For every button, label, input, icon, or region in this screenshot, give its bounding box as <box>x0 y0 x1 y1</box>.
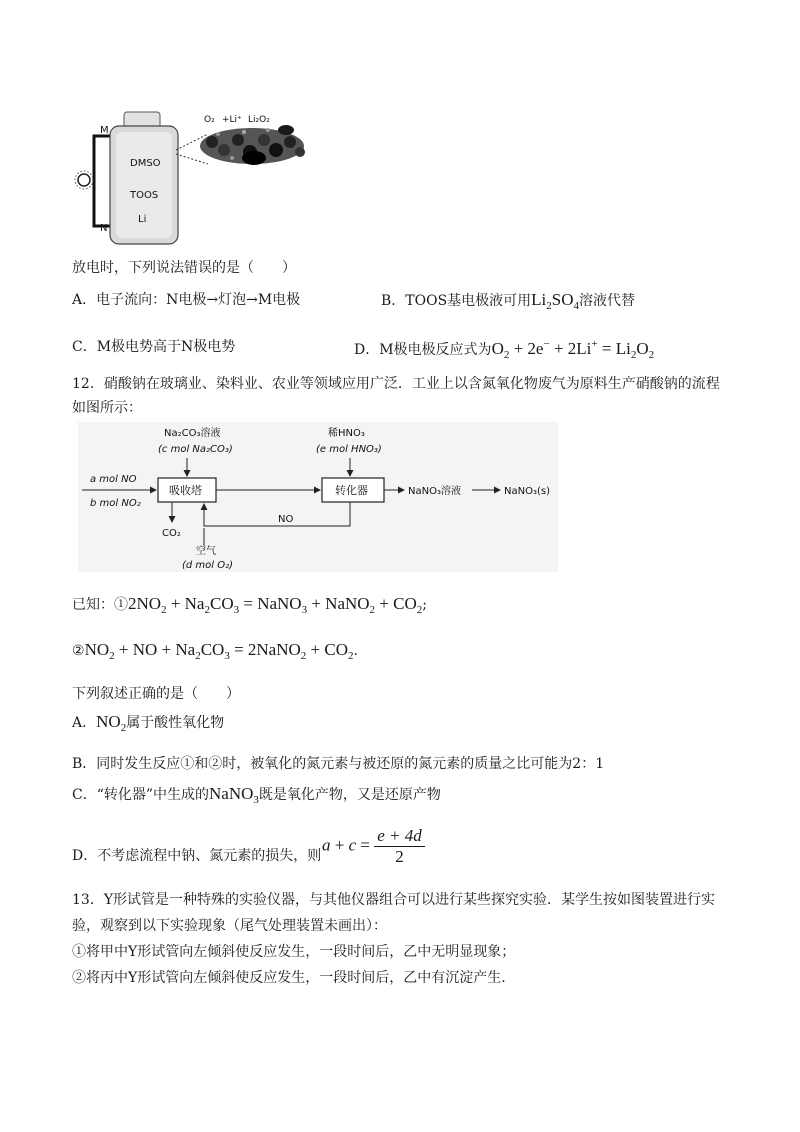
flow-hno3: 稀HNO₃ <box>328 428 365 439</box>
reaction-1: $2NO_2 + Na_2CO_3$ = NaNO$_3$ + NaNO$_2$ + $CO_2$ <box>128 594 423 616</box>
flow-nano3-solid: NaNO₃(s) <box>504 486 550 497</box>
q12-option-b: B．同时发生反应①和②时，被氧化的氮元素与被还原的氮元素的质量之比可能为2：1 <box>72 756 605 772</box>
q12-option-d-equation: a + c = $\frac{e + 4d}{2}$ <box>322 826 425 867</box>
label-li2o2: Li₂O₂ <box>248 115 270 125</box>
electrode-particles <box>200 125 305 165</box>
flow-input-no2: b mol NO₂ <box>90 498 141 509</box>
q11-stem: 放电时，下列说法错误的是（ ） <box>72 260 296 276</box>
q11-option-c: C．M极电势高于N极电势 <box>72 339 236 355</box>
q11-option-d: D．M极电极反应式为$O_2 + 2e^- + 2Li^+ = Li_2O_2$ <box>354 338 655 361</box>
label-n: N <box>100 223 108 234</box>
q12-known-1: 已知：$①2NO_2 + Na_2CO_3$ = NaNO$_3$ + NaNO$_2$ + $CO_2$; <box>72 594 427 616</box>
label-toos: TOOS <box>130 190 159 201</box>
flow-na2co3: Na₂CO₃溶液 <box>164 428 221 439</box>
nano3-formula: NaNO$_3$ <box>209 784 259 806</box>
no2-formula: $NO_2$ <box>96 712 127 734</box>
q12-known-2: $②NO_2$ + NO + $Na_2CO_3$ = 2NaNO$_2$ + $CO_2$. <box>72 640 358 662</box>
q12-stem-line2: 如图所示： <box>72 400 142 416</box>
q12-option-d: D．不考虑流程中钠、氮元素的损失，则 <box>72 848 322 864</box>
flow-input-no: a mol NO <box>90 474 137 485</box>
q11-option-a: A．电子流向：N电极→灯泡→M电极 <box>72 292 301 308</box>
flow-hno3-amount: (e mol HNO₃) <box>316 444 382 455</box>
q12-stem-line1: 12．硝酸钠在玻璃业、染料业、农业等领域应用广泛．工业上以含氮氧化物废气为原料生产硝酸钠的流程 <box>72 376 720 392</box>
q11-option-b: B．TOOS基电极液可用$Li_2SO_4$溶液代替 <box>381 290 636 312</box>
flow-nano3-solution: NaNO₃溶液 <box>408 486 461 497</box>
flow-diagram <box>78 422 558 572</box>
q13-line2: 验，观察到以下实验现象（尾气处理装置未画出）： <box>72 918 387 934</box>
flow-no-recycle: NO <box>278 514 294 525</box>
label-o2: O₂ <box>204 115 215 125</box>
flow-air: 空气 <box>196 546 216 557</box>
flow-co2: CO₂ <box>162 528 181 539</box>
reaction-2: $NO_2$ + NO + $Na_2CO_3$ = 2NaNO$_2$ + $CO_2$ <box>84 640 354 662</box>
q13-line1: 13．Y形试管是一种特殊的实验仪器，与其他仪器组合可以进行某些探究实验．某学生按如图装置进行实 <box>72 892 716 908</box>
label-li: Li <box>138 214 147 225</box>
battery-diagram <box>72 100 312 250</box>
flow-o2-amount: (d mol O₂) <box>182 560 234 571</box>
circuit-wire <box>94 136 110 226</box>
flow-absorber-label: 吸收塔 <box>169 484 202 497</box>
label-li-ion: +Li⁺ <box>222 115 242 125</box>
label-m: M <box>100 125 109 136</box>
lamp-icon <box>75 171 93 189</box>
q13-line3: ①将甲中Y形试管向左倾斜使反应发生，一段时间后，乙中无明显现象； <box>72 944 516 960</box>
electrode-equation: $O_2 + 2e^- + 2Li^+ = Li_2O_2$ <box>491 338 655 361</box>
q12-option-a: A．$NO_2$属于酸性氧化物 <box>72 712 225 734</box>
flow-chart-svg <box>78 422 558 572</box>
q13-line4: ②将丙中Y形试管向左倾斜使反应发生，一段时间后，乙中有沉淀产生. <box>72 970 506 986</box>
flow-na2co3-amount: (c mol Na₂CO₃) <box>158 444 233 455</box>
q12-question: 下列叙述正确的是（ ） <box>72 686 240 702</box>
label-dmso: DMSO <box>130 158 161 169</box>
li2so4-formula: $Li_2SO_4$ <box>531 290 580 312</box>
flow-converter-label: 转化器 <box>335 484 368 497</box>
q12-option-c: C．“转化器”中生成的NaNO$_3$既是氧化产物，又是还原产物 <box>72 784 441 806</box>
battery-figure <box>72 100 312 250</box>
